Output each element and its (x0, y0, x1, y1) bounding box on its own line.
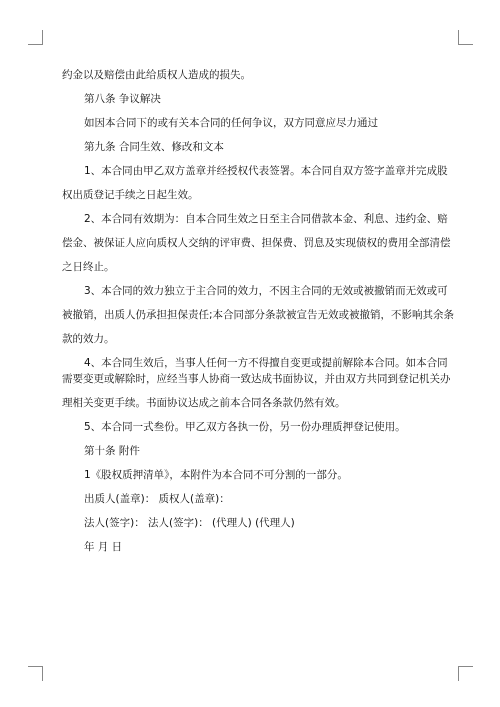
text-line: 款的效力。 (62, 333, 115, 345)
line-gap (62, 411, 438, 419)
text-line: 约金以及赔偿由此给质权人造成的损失。 (62, 69, 251, 81)
text-line: 4、本合同生效后，当事人任何一方不得擅自变更或提前解除本合同。如本合同 (84, 357, 448, 369)
text-line: 偿金、被保证人应向质权人交纳的评审费、担保费、罚息及实现债权的费用全部清偿 (62, 237, 451, 249)
text-line: 之日终止。 (62, 261, 115, 273)
line-gap (62, 203, 438, 211)
line-gap (62, 507, 438, 515)
line-gap (62, 83, 438, 91)
line-gap (62, 435, 438, 443)
text-line: 理相关变更手续。书面协议达成之前本合同各条款仍然有效。 (62, 397, 346, 409)
line-gap (62, 107, 438, 115)
line-gap (62, 531, 438, 539)
text-line: 法人(签字)： 法人(签字)： (代理人) (代理人) (84, 517, 295, 529)
text-line: 2、本合同有效期为：自本合同生效之日至主合同借款本金、利息、违约金、赔 (84, 213, 448, 225)
text-line: 权出质登记手续之日起生效。 (62, 189, 199, 201)
text-line: 第八条 争议解决 (84, 93, 161, 105)
text-line: 如因本合同下的或有关本合同的任何争议，双方同意应尽力通过 (84, 117, 378, 129)
text-line: 1《股权质押清单》，本附件为本合同不可分割的一部分。 (84, 469, 348, 481)
text-line: 1、本合同由甲乙双方盖章并经授权代表签署。本合同自双方签字盖章并完成股 (84, 165, 448, 177)
line-gap (62, 179, 438, 187)
line-gap (62, 299, 438, 307)
text-line: 需要变更或解除时，应经当事人协商一致达成书面协议，并由双方共同到登记机关办 (62, 373, 451, 385)
text-line: 出质人(盖章)： 质权人(盖章)： (84, 493, 230, 505)
text-line: 被撤销，出质人仍承担担保责任;本合同部分条款被宣告无效或被撤销，不影响其余条 (62, 309, 455, 321)
line-gap (62, 155, 438, 163)
crop-mark-bottom-left (28, 666, 43, 681)
line-gap (62, 251, 438, 259)
crop-mark-top-right (458, 30, 473, 45)
line-gap (62, 387, 438, 395)
crop-mark-bottom-right (458, 666, 473, 681)
text-line: 5、本合同一式叁份。甲乙双方各执一份，另一份办理质押登记使用。 (84, 421, 406, 433)
line-gap (62, 227, 438, 235)
line-gap (62, 323, 438, 331)
line-gap (62, 459, 438, 467)
text-line: 第十条 附件 (84, 445, 140, 457)
document-body (62, 67, 455, 555)
crop-mark-top-left (28, 30, 43, 45)
line-gap (62, 483, 438, 491)
line-gap (62, 347, 438, 355)
line-gap (62, 131, 438, 139)
line-gap (62, 275, 438, 283)
text-line: 年 月 日 (84, 541, 123, 553)
text-line: 第九条 合同生效、修改和文本 (84, 141, 224, 153)
text-line: 3、本合同的效力独立于主合同的效力，不因主合同的无效或被撤销而无效或可 (84, 285, 448, 297)
